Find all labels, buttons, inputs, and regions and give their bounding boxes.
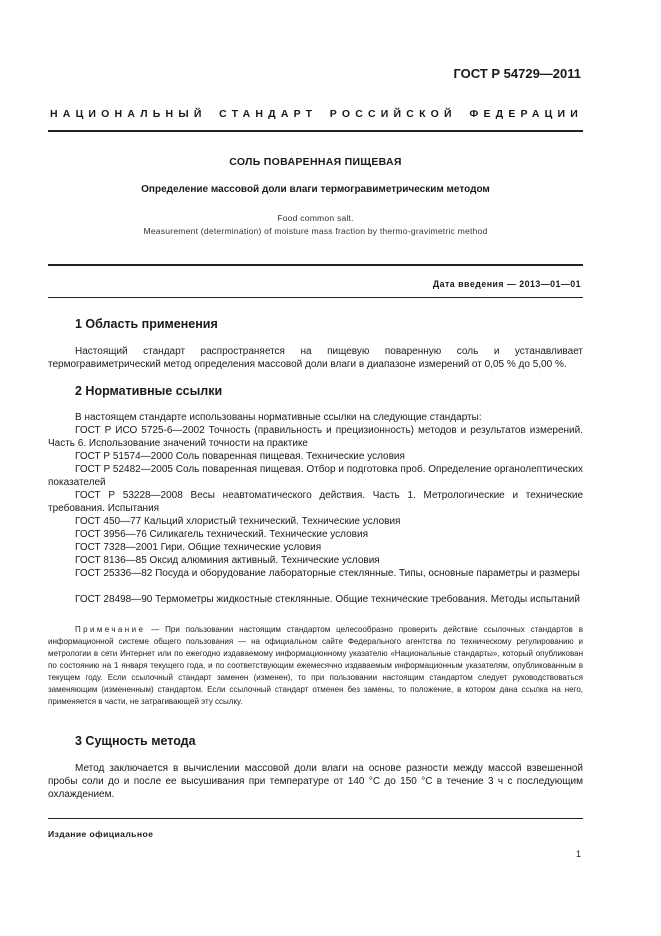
reference-item: ГОСТ Р 51574—2000 Соль поваренная пищевая. Технические условия xyxy=(75,451,405,462)
introduction-date: Дата введения — 2013—01—01 xyxy=(432,279,581,289)
reference-item: ГОСТ 3956—76 Силикагель технический. Технические условия xyxy=(75,529,368,540)
edition-label: Издание официальное xyxy=(48,829,154,839)
english-title-line-1: Food common salt. xyxy=(277,213,354,223)
references-note xyxy=(48,624,583,708)
section-1-body: Настоящий стандарт распространяется на пищевую поваренную соль и устанавливает термогравиметрический метод определения массовой доли влаги в диапазоне измерений от 0,05 % до 5,00 %. xyxy=(48,346,583,370)
section-2-heading: 2 Нормативные ссылки xyxy=(75,384,223,398)
banner-word: НАЦИОНАЛЬНЫЙ xyxy=(50,108,207,120)
banner-word: ФЕДЕРАЦИИ xyxy=(469,108,583,120)
references-intro xyxy=(48,411,583,424)
document-title: СОЛЬ ПОВАРЕННАЯ ПИЩЕВАЯ xyxy=(229,156,402,168)
section-3-heading: 3 Сущность метода xyxy=(75,734,196,748)
note-text: — При пользовании настоящим стандартом целесообразно проверить действие ссылочных стандартов в информационной системе общего пользования — на официальном сайте Федерального агентства по техническому регулированию и метрологии в сети Интернет или по ежегодно издаваемому информационному указателю «Национальные стандарты», который опубликован по состоянию на 1 января текущего года, и по соответствующим ежемесячно издаваемым информационным указателям, опубликованным в текущем году. Если ссылочный стандарт заменен (изменен), то при пользовании настоящим стандартом следует руководствоваться заменяющим (измененным) стандартом. Если ссылочный стандарт отменен без замены, то положение, в котором дана ссылка на него, применяется в части, не затрагивающей эту ссылку. xyxy=(48,625,583,706)
references-intro-text: В настоящем стандарте использованы нормативные ссылки на следующие стандарты: xyxy=(75,412,482,423)
section-3-text xyxy=(48,762,583,801)
reference-item: ГОСТ 28498—90 Термометры жидкостные стеклянные. Общие технические требования. Методы испытаний xyxy=(75,594,580,605)
section-1-heading: 1 Область применения xyxy=(75,317,218,331)
national-standard-banner xyxy=(50,108,583,120)
reference-item: ГОСТ Р 52482—2005 Соль поваренная пищевая. Отбор и подготовка проб. Определение органолептических показателей xyxy=(48,464,583,488)
header-divider xyxy=(48,130,583,132)
reference-item: ГОСТ 7328—2001 Гири. Общие технические условия xyxy=(75,542,322,553)
section-1-text xyxy=(48,345,583,371)
gost-number: ГОСТ Р 54729—2011 xyxy=(453,66,581,81)
title-divider xyxy=(48,264,583,266)
footer-divider xyxy=(48,818,583,819)
banner-word: РОССИЙСКОЙ xyxy=(329,108,457,120)
reference-item: ГОСТ Р ИСО 5725-6—2002 Точность (правильность и прецизионность) методов и результатов измерений. Часть 6. Использование значений точности на практике xyxy=(48,425,583,449)
reference-item: ГОСТ 25336—82 Посуда и оборудование лабораторные стеклянные. Типы, основные параметры и размеры xyxy=(75,568,580,579)
date-divider xyxy=(48,297,583,298)
note-label: Примечание xyxy=(75,625,146,634)
reference-item: ГОСТ Р 53228—2008 Весы неавтоматического действия. Часть 1. Метрологические и технические требования. Испытания xyxy=(48,490,583,514)
reference-item: ГОСТ 8136—85 Оксид алюминия активный. Технические условия xyxy=(75,555,380,566)
banner-word: СТАНДАРТ xyxy=(219,108,318,120)
page-number: 1 xyxy=(575,849,581,859)
document-subtitle: Определение массовой доли влаги термогравиметрическим методом xyxy=(141,184,490,195)
english-title-line-2: Measurement (determination) of moisture mass fraction by thermo-gravimetric method xyxy=(143,226,488,236)
reference-item: ГОСТ 450—77 Кальций хлористый технический. Технические условия xyxy=(75,516,401,527)
section-3-body: Метод заключается в вычислении массовой доли влаги на основе разности между массой взвешенной пробы соли до и после ее высушивания при температуре от 140 °С до 150 °С в течение 3 ч с последующим охлаждением. xyxy=(48,763,583,800)
